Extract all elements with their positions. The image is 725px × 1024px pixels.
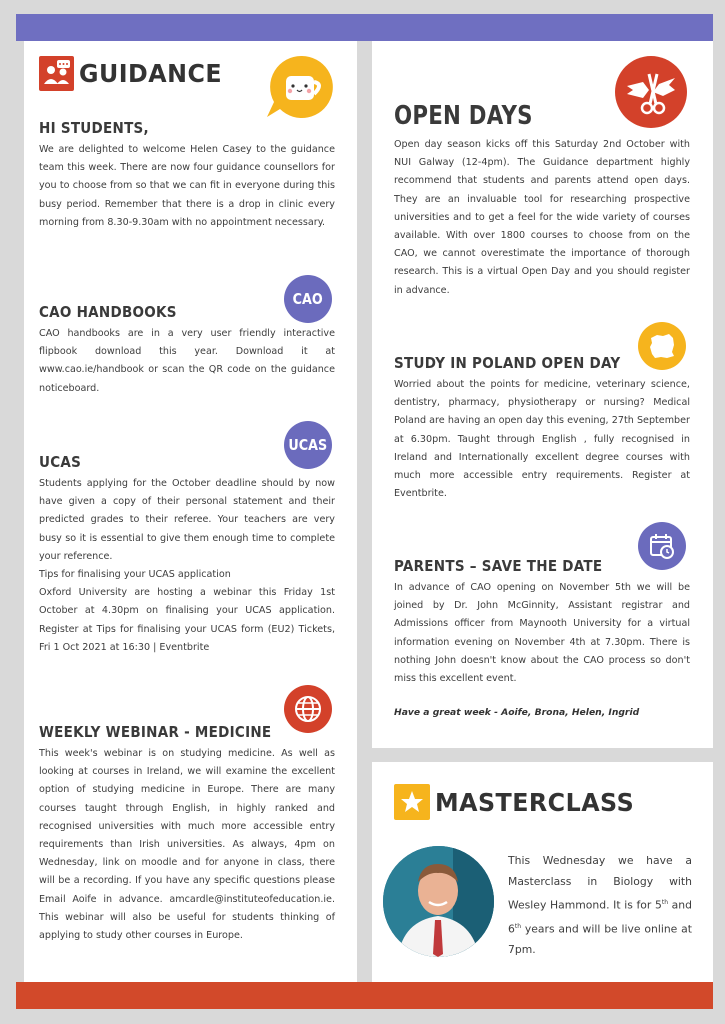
cao-handbooks-text: CAO handbooks are in a very user friendly interactive flipbook download this year. Download it at www.cao.ie/handbook or scan the QR code on the guidance noticeboard. bbox=[39, 328, 335, 394]
cup-speech-bubble-icon bbox=[264, 54, 338, 124]
ucas-tips-line: Tips for finalising your UCAS application bbox=[39, 569, 231, 581]
speaker-photo bbox=[383, 846, 494, 957]
left-column-panel bbox=[24, 41, 357, 982]
right-column-panel bbox=[372, 41, 713, 748]
hi-students-heading: HI STUDENTS, bbox=[39, 119, 149, 137]
masterclass-sup-2: th bbox=[514, 922, 522, 930]
ucas-oxford-line: Oxford University are hosting a webinar this Friday 1st October at 4.30pm on finalising your UCAS application. Register at Tips for finalising your UCAS form (EU2) Tickets, Fri 1 Oct 2021 at 16:30 | Eventbrite bbox=[39, 587, 335, 653]
hi-students-text: We are delighted to welcome Helen Casey to the guidance team this week. There are now four guidance counsellors for you to choose from so that we can fit in everyone during this busy period. Remember that there is a drop in clinic every morning from 8.30-9.30am with no appointment necessary. bbox=[39, 144, 335, 228]
masterclass-text-a: This Wednesday we have a Masterclass in Biology with Wesley Hammond. It is for 5 bbox=[508, 854, 692, 912]
top-banner-bar bbox=[16, 14, 713, 41]
cao-badge-icon: CAO bbox=[284, 275, 332, 323]
poland-map-icon bbox=[638, 322, 686, 370]
weekly-webinar-text: This week's webinar is on studying medicine. As well as looking at courses in Ireland, we will examine the excellent option of studying medicine in Europe. There are many courses taught through English, in highly ranked and recognised universities with much more accessible entry requirements than Irish universities. As always, 4pm on Wednesday, link on moodle and for anyone in class, there will be a recording. If you have any specific questions please Email Aoife in advance. amcardle@instituteofeducation.ie. This webinar will also be useful for students thinking of applying to study other courses in Europe. bbox=[39, 748, 335, 942]
calendar-clock-icon bbox=[638, 522, 686, 570]
masterclass-text-b: and 6 bbox=[508, 898, 692, 936]
open-days-heading: OPEN DAYS bbox=[394, 101, 533, 131]
masterclass-sup-1: th bbox=[661, 899, 669, 906]
masterclass-title: MASTERCLASS bbox=[394, 784, 645, 820]
ucas-heading: UCAS bbox=[39, 453, 82, 471]
ucas-paragraph: Students applying for the October deadline should by now have given a copy of their personal statement and their predicted grades to their referee. Your teachers are very busy so it is essential to give them enough time to complete your reference. bbox=[39, 478, 335, 562]
parents-text: In advance of CAO opening on November 5th we will be joined by Dr. John McGinnity, Assistant registrar and Admissions officer from Maynooth University for a virtual information evening on November 4th at 7.30pm. There is nothing John doesn't know about the CAO process so don't miss this excellent event. bbox=[394, 582, 690, 685]
poland-heading: STUDY IN POLAND OPEN DAY bbox=[394, 354, 621, 372]
cao-handbooks-heading: CAO HANDBOOKS bbox=[39, 303, 177, 321]
masterclass-text bbox=[508, 850, 692, 960]
ucas-badge-icon: UCAS bbox=[284, 421, 332, 469]
open-days-text: Open day season kicks off this Saturday 2nd October with NUI Galway (12-4pm). The Guidance department highly recommend that students and parents attend open days. They are an invaluable tool for researching prospective universities and to get a feel for the wide variety of courses available. With over 1800 courses to choose from on the CAO, we cannot overestimate the importance of thorough research. This is a virtual Open Day and you should register in advance. bbox=[394, 139, 690, 296]
people-chat-icon bbox=[39, 56, 74, 91]
ucas-text bbox=[39, 475, 335, 657]
poland-text: Worried about the points for medicine, veterinary science, dentistry, pharmacy, physiotherapy or nursing? Medical Poland are having an open day this evening, 27th September at 6.30pm. Taught through English , fully recognised in Ireland and Internationally excellent degree courses with much more accessible entry requirements. Register at Eventbrite. bbox=[394, 379, 690, 500]
star-icon bbox=[394, 784, 430, 820]
globe-icon bbox=[284, 685, 332, 733]
guidance-title: GUIDANCE bbox=[39, 56, 230, 91]
scissors-ribbon-icon bbox=[615, 56, 687, 128]
weekly-webinar-heading: WEEKLY WEBINAR - MEDICINE bbox=[39, 723, 272, 741]
bottom-banner-bar bbox=[16, 982, 713, 1009]
parents-heading: PARENTS – SAVE THE DATE bbox=[394, 557, 603, 575]
sign-off-text: Have a great week - Aoife, Brona, Helen, Ingrid bbox=[394, 707, 640, 718]
masterclass-text-c: years and will be live online at 7pm. bbox=[508, 922, 692, 957]
masterclass-panel bbox=[372, 762, 713, 982]
